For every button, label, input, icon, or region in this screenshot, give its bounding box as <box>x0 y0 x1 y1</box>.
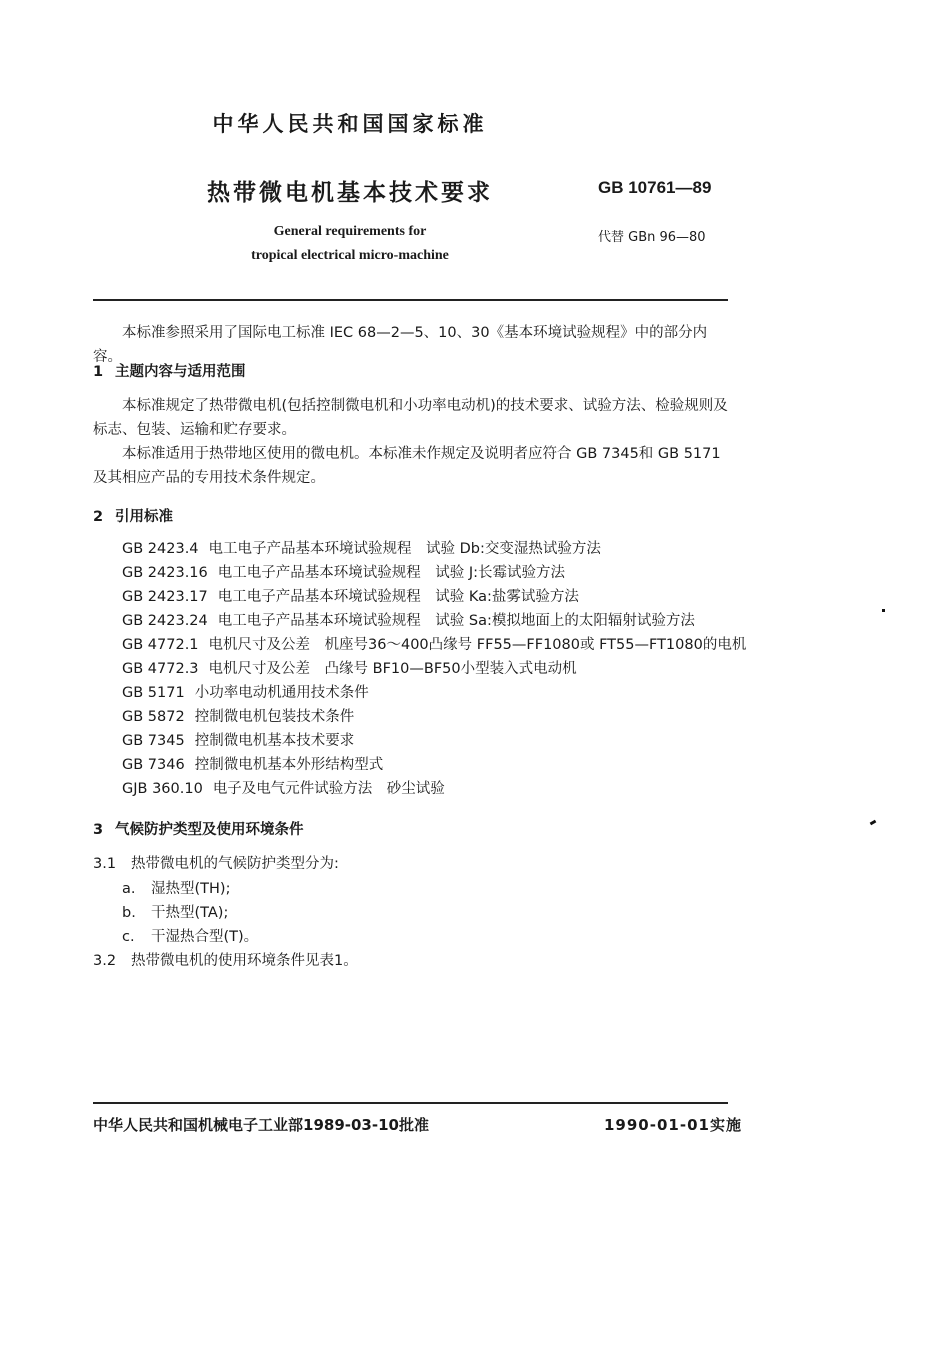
reference-title: 电工电子产品基本环境试验规程 试验 Db:交变湿热试验方法 <box>208 541 601 557</box>
reference-title: 控制微电机包装技术条件 <box>194 709 355 725</box>
item-label: c. <box>122 929 135 945</box>
title-en-line1: General requirements for <box>273 224 427 239</box>
clause-3-1-text: 热带微电机的气候防护类型分为: <box>131 856 339 872</box>
scan-speck <box>870 820 877 826</box>
reference-code: GB 2423.17 <box>122 589 208 605</box>
climate-type-item <box>122 877 230 898</box>
reference-item <box>122 705 746 729</box>
section-2-heading <box>93 505 173 526</box>
reference-item <box>122 657 746 681</box>
reference-code: GB 4772.3 <box>122 661 199 677</box>
reference-title: 小功率电动机通用技术条件 <box>194 685 369 701</box>
item-label: b. <box>122 905 136 921</box>
reference-title: 控制微电机基本技术要求 <box>194 733 355 749</box>
reference-title: 电机尺寸及公差 机座号36～400凸缘号 FF55—FF1080或 FT55—FT1080的电机 <box>208 637 747 653</box>
reference-code: GB 2423.4 <box>122 541 199 557</box>
section-3-title: 气候防护类型及使用环境条件 <box>115 822 304 838</box>
reference-code: GB 7345 <box>122 733 185 749</box>
reference-item <box>122 633 746 657</box>
document-title-en <box>0 220 700 268</box>
reference-list <box>122 537 746 801</box>
item-text: 干热型(TA); <box>151 905 229 921</box>
clause-3-1-number: 3.1 <box>93 856 117 872</box>
clause-3-1 <box>93 852 339 873</box>
reference-item <box>122 753 746 777</box>
title-en-line2: tropical electrical micro-machine <box>251 248 449 263</box>
footer-divider <box>93 1102 728 1104</box>
intro-paragraph: 本标准参照采用了国际电工标准 IEC 68—2—5、10、30《基本环境试验规程》中的部分内容。 <box>93 325 708 365</box>
clause-3-2-text: 热带微电机的使用环境条件见表1。 <box>131 953 358 969</box>
reference-title: 电子及电气元件试验方法 砂尘试验 <box>212 781 445 797</box>
section-1-paragraph-1: 本标准规定了热带微电机(包括控制微电机和小功率电动机)的技术要求、试验方法、检验规则及标志、包装、运输和贮存要求。 <box>93 398 728 438</box>
reference-code: GB 2423.24 <box>122 613 208 629</box>
country-standard-heading: 中华人民共和国国家标准 <box>212 112 488 136</box>
section-2-title: 引用标准 <box>115 509 173 525</box>
item-text: 湿热型(TH); <box>151 881 231 897</box>
reference-title: 电机尺寸及公差 凸缘号 BF10—BF50小型装入式电动机 <box>208 661 577 677</box>
reference-code: GB 7346 <box>122 757 185 773</box>
reference-item <box>122 681 746 705</box>
reference-code: GB 5872 <box>122 709 185 725</box>
section-3-number: 3 <box>93 822 104 838</box>
reference-code: GJB 360.10 <box>122 781 203 797</box>
item-text: 干湿热合型(T)。 <box>151 929 259 945</box>
section-1-paragraph-2: 本标准适用于热带地区使用的微电机。本标准未作规定及说明者应符合 GB 7345和 GB 5171及其相应产品的专用技术条件规定。 <box>93 446 721 486</box>
section-1-number: 1 <box>93 364 104 380</box>
replaces-standard: 代替 GBn 96—80 <box>598 230 706 245</box>
clause-3-2 <box>93 949 358 970</box>
reference-item <box>122 561 746 585</box>
implementation-date: 1990-01-01实施 <box>604 1116 742 1134</box>
section-1-title: 主题内容与适用范围 <box>115 364 246 380</box>
reference-title: 电工电子产品基本环境试验规程 试验 J:长霉试验方法 <box>217 565 566 581</box>
clause-3-2-number: 3.2 <box>93 953 117 969</box>
item-label: a. <box>122 881 136 897</box>
reference-title: 控制微电机基本外形结构型式 <box>194 757 384 773</box>
reference-title: 电工电子产品基本环境试验规程 试验 Sa:模拟地面上的太阳辐射试验方法 <box>217 613 695 629</box>
reference-item <box>122 729 746 753</box>
approval-statement: 中华人民共和国机械电子工业部1989-03-10批准 <box>93 1116 429 1134</box>
section-3-heading <box>93 818 304 839</box>
climate-type-item <box>122 925 258 946</box>
section-1-heading <box>93 360 246 381</box>
reference-code: GB 4772.1 <box>122 637 199 653</box>
reference-title: 电工电子产品基本环境试验规程 试验 Ka:盐雾试验方法 <box>217 589 579 605</box>
climate-type-item <box>122 901 228 922</box>
standard-number: GB 10761—89 <box>598 178 712 197</box>
section-2-number: 2 <box>93 509 104 525</box>
document-title-cn: 热带微电机基本技术要求 <box>207 180 493 206</box>
reference-item <box>122 585 746 609</box>
reference-code: GB 2423.16 <box>122 565 208 581</box>
reference-item <box>122 777 746 801</box>
reference-code: GB 5171 <box>122 685 185 701</box>
header-divider <box>93 299 728 301</box>
scan-speck <box>882 609 885 612</box>
reference-item <box>122 537 746 561</box>
reference-item <box>122 609 746 633</box>
